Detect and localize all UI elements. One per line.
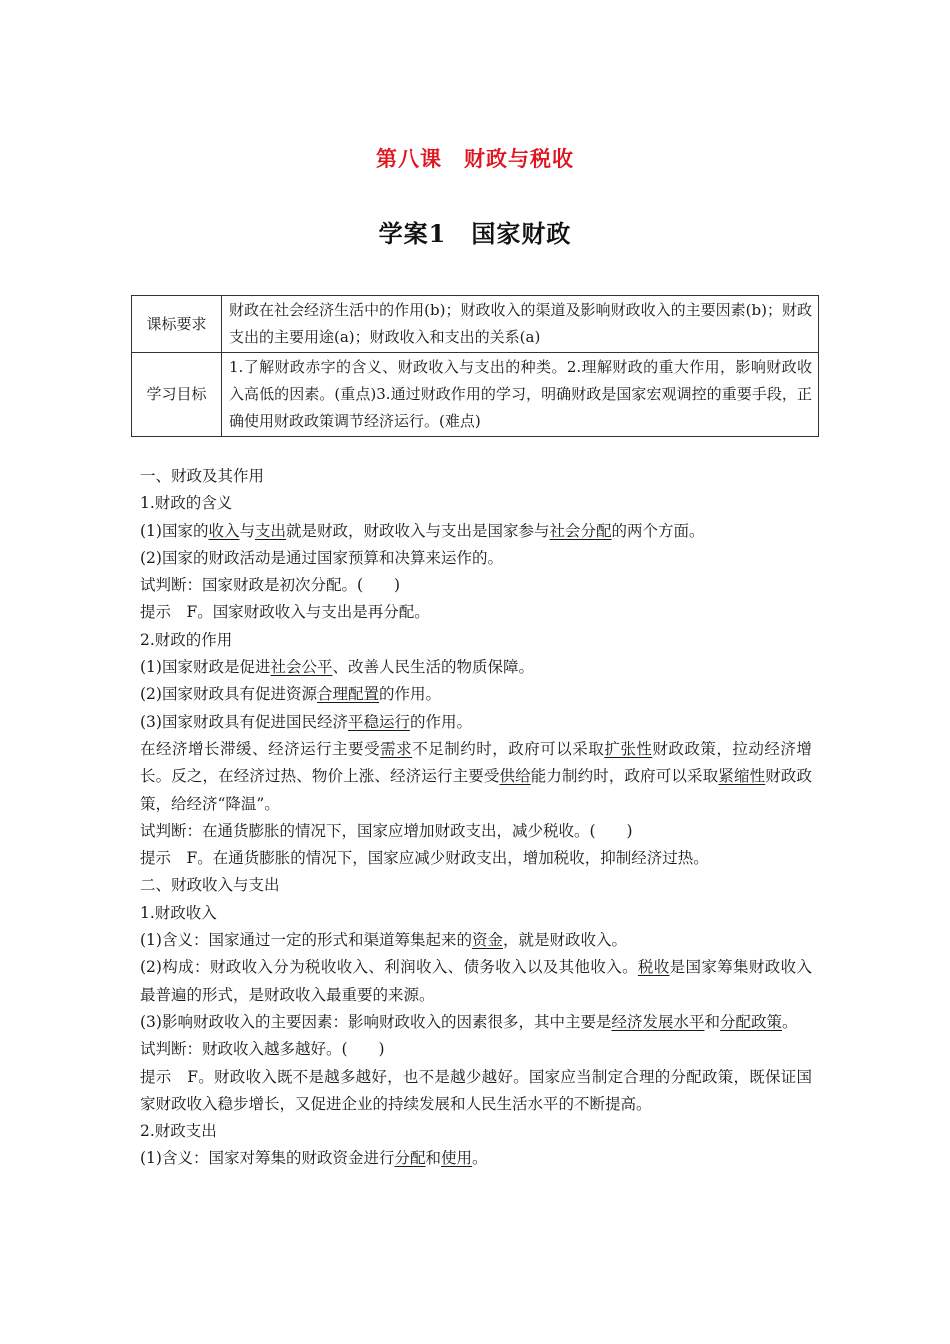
judgment-question: 试判断：国家财政是初次分配。( ) <box>140 576 401 595</box>
paragraph: (3)影响财政收入的主要因素：影响财政收入的因素很多，其中主要是经济发展水平和分配政策。 <box>140 1012 798 1031</box>
blank-answer: 收入 <box>208 521 240 540</box>
row-text: 1.了解财政赤字的含义、财政收入与支出的种类。2.理解财政的重大作用，影响财政收入高低的因素。(重点)3.通过财政作用的学习，明确财政是国家宏观调控的重要手段，正确使用财政政策调节经济运行。(难点) <box>222 353 819 437</box>
subsection-heading: 1.财政收入 <box>140 903 217 922</box>
paragraph: (2)国家的财政活动是通过国家预算和决算来运作的。 <box>140 548 503 567</box>
paragraph: 在经济增长滞缓、经济运行主要受需求不足制约时，政府可以采取扩张性财政政策，拉动经济增长。反之，在经济过热、物价上涨、经济运行主要受供给能力制约时，政府可以采取紧缩性财政政策，给经济“降温”。 <box>140 739 812 813</box>
blank-answer: 需求 <box>380 739 413 758</box>
section-heading: 二、财政收入与支出 <box>140 876 280 895</box>
blank-answer: 经济发展水平 <box>611 1012 705 1031</box>
row-text: 财政在社会经济生活中的作用(b)；财政收入的渠道及影响财政收入的主要因素(b)；财政支出的主要用途(a)；财政收入和支出的关系(a) <box>222 296 819 353</box>
subsection-heading: 2.财政的作用 <box>140 630 233 649</box>
row-label: 学习目标 <box>132 353 222 437</box>
row-label: 课标要求 <box>132 296 222 353</box>
chapter-title: 第八课 财政与税收 <box>376 146 574 171</box>
paragraph: (1)国家财政是促进社会公平、改善人民生活的物质保障。 <box>140 658 534 677</box>
judgment-question: 试判断：在通货膨胀的情况下，国家应增加财政支出，减少税收。( ) <box>140 821 633 840</box>
blank-answer: 社会公平 <box>270 658 333 677</box>
blank-answer: 税收 <box>637 958 670 977</box>
subsection-heading: 1.财政的含义 <box>140 494 233 513</box>
blank-answer: 社会分配 <box>549 521 612 540</box>
blank-answer: 分配 <box>394 1149 426 1168</box>
judgment-question: 试判断：财政收入越多越好。( ) <box>140 1040 385 1059</box>
blank-answer: 紧缩性 <box>718 767 766 786</box>
blank-answer: 分配政策 <box>720 1012 783 1031</box>
paragraph: (3)国家财政具有促进国民经济平稳运行的作用。 <box>140 712 472 731</box>
blank-answer: 支出 <box>255 521 287 540</box>
table-row <box>132 296 819 353</box>
section-heading: 一、财政及其作用 <box>140 467 265 485</box>
table-row <box>132 353 819 437</box>
blank-answer: 使用 <box>441 1149 473 1168</box>
hint: 提示 F。财政收入既不是越多越好，也不是越少越好。国家应当制定合理的分配政策，既保证国家财政收入稳步增长，又促进企业的持续发展和人民生活水平的不断提高。 <box>140 1067 812 1113</box>
blank-answer: 平稳运行 <box>347 712 410 731</box>
paragraph: (2)构成：财政收入分为税收收入、利润收入、债务收入以及其他收入。税收是国家筹集财政收入最普遍的形式，是财政收入最重要的来源。 <box>140 958 812 1004</box>
blank-answer: 合理配置 <box>316 685 379 704</box>
paragraph: (1)含义：国家对筹集的财政资金进行分配和使用。 <box>140 1149 488 1168</box>
paragraph: (2)国家财政具有促进资源合理配置的作用。 <box>140 685 441 704</box>
hint: 提示 F。国家财政收入与支出是再分配。 <box>140 603 430 622</box>
subsection-heading: 2.财政支出 <box>140 1122 217 1141</box>
blank-answer: 资金 <box>471 931 503 950</box>
lesson-title: 学案1 国家财政 <box>378 219 572 248</box>
hint: 提示 F。在通货膨胀的情况下，国家应减少财政支出，增加税收，抑制经济过热。 <box>140 849 709 868</box>
document-body <box>140 463 812 1173</box>
paragraph: (1)含义：国家通过一定的形式和渠道筹集起来的资金，就是财政收入。 <box>140 931 627 950</box>
blank-answer: 供给 <box>499 767 531 786</box>
paragraph: (1)国家的收入与支出就是财政，财政收入与支出是国家参与社会分配的两个方面。 <box>140 521 705 540</box>
curriculum-table <box>131 295 819 437</box>
blank-answer: 扩张性 <box>604 739 653 758</box>
